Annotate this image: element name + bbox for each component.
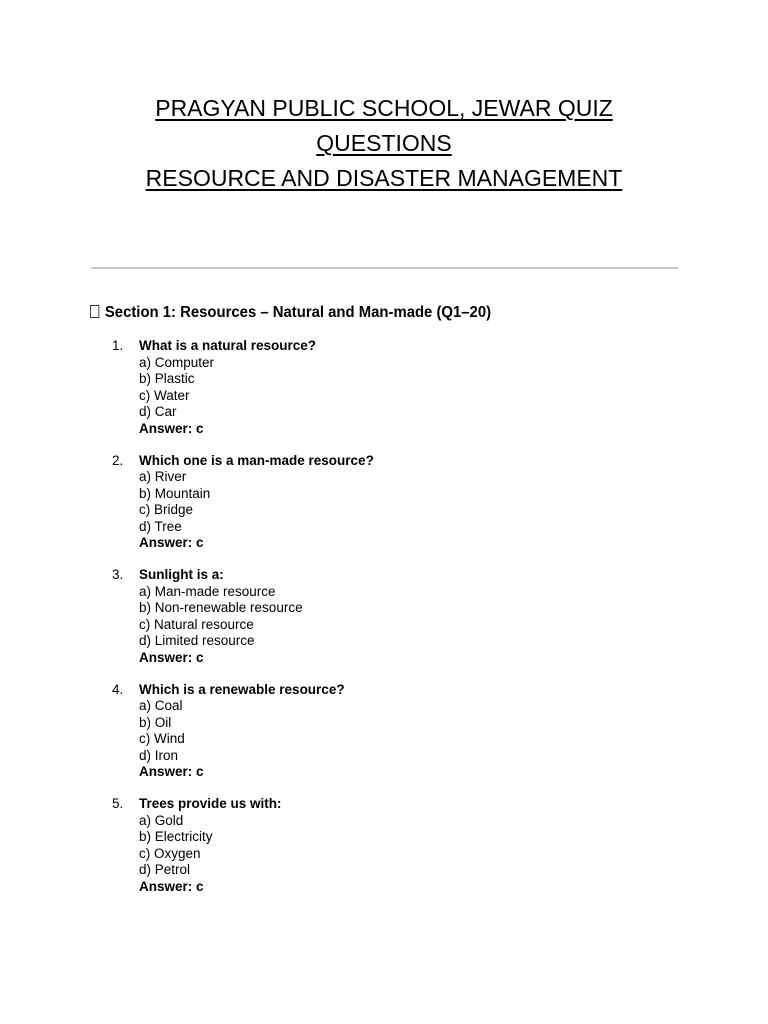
question-body xyxy=(139,567,303,666)
option-c: c) Natural resource xyxy=(139,616,254,632)
question-number: 2. xyxy=(112,452,124,468)
title-line-school: PRAGYAN PUBLIC SCHOOL, JEWAR QUIZ xyxy=(155,95,613,121)
section-heading-text: Section 1: Resources – Natural and Man-made (Q1–20) xyxy=(104,304,492,321)
question-body xyxy=(139,796,282,895)
question-text: Trees provide us with: xyxy=(139,796,282,811)
missing-glyph-icon xyxy=(90,305,99,318)
option-c: c) Oxygen xyxy=(139,845,201,861)
question-number: 3. xyxy=(112,567,124,582)
question-number: 1. xyxy=(112,338,124,353)
question-body xyxy=(139,453,374,552)
horizontal-rule xyxy=(91,267,678,269)
option-a: a) Gold xyxy=(139,812,184,828)
option-c: c) Wind xyxy=(139,731,185,746)
answer-line: Answer: c xyxy=(139,649,204,665)
section-heading xyxy=(90,303,491,323)
option-b: b) Electricity xyxy=(139,829,213,844)
option-c: c) Bridge xyxy=(139,502,194,517)
question-text: What is a natural resource? xyxy=(139,338,317,353)
option-a: a) Coal xyxy=(139,698,183,713)
title-line-subject: RESOURCE AND DISASTER MANAGEMENT xyxy=(145,165,623,191)
option-a: a) River xyxy=(139,469,187,484)
document-title xyxy=(0,91,768,196)
question-body xyxy=(139,682,345,781)
question-number: 5. xyxy=(112,796,124,811)
question-item xyxy=(0,567,768,682)
option-b: b) Mountain xyxy=(139,485,211,501)
option-a: a) Man-made resource xyxy=(139,583,276,599)
option-c: c) Water xyxy=(139,387,190,403)
option-b: b) Non-renewable resource xyxy=(139,600,303,615)
option-d: d) Car xyxy=(139,404,177,419)
question-body xyxy=(139,338,316,437)
answer-line: Answer: c xyxy=(139,535,204,550)
question-item xyxy=(0,338,768,453)
question-text: Which is a renewable resource? xyxy=(139,681,345,697)
answer-line: Answer: c xyxy=(139,420,204,436)
option-b: b) Plastic xyxy=(139,371,195,386)
question-item xyxy=(0,453,768,568)
option-a: a) Computer xyxy=(139,354,215,370)
question-text: Sunlight is a: xyxy=(139,567,224,582)
question-item xyxy=(0,796,768,911)
answer-line: Answer: c xyxy=(139,764,204,779)
answer-line: Answer: c xyxy=(139,878,204,894)
question-list xyxy=(0,338,768,911)
option-d: d) Iron xyxy=(139,747,179,763)
title-line-questions: QUESTIONS xyxy=(316,130,452,156)
option-d: d) Petrol xyxy=(139,862,191,877)
option-d: d) Tree xyxy=(139,518,182,534)
option-b: b) Oil xyxy=(139,714,172,730)
question-text: Which one is a man-made resource? xyxy=(139,452,374,468)
question-item xyxy=(0,682,768,797)
option-d: d) Limited resource xyxy=(139,633,255,648)
question-number: 4. xyxy=(112,681,124,697)
